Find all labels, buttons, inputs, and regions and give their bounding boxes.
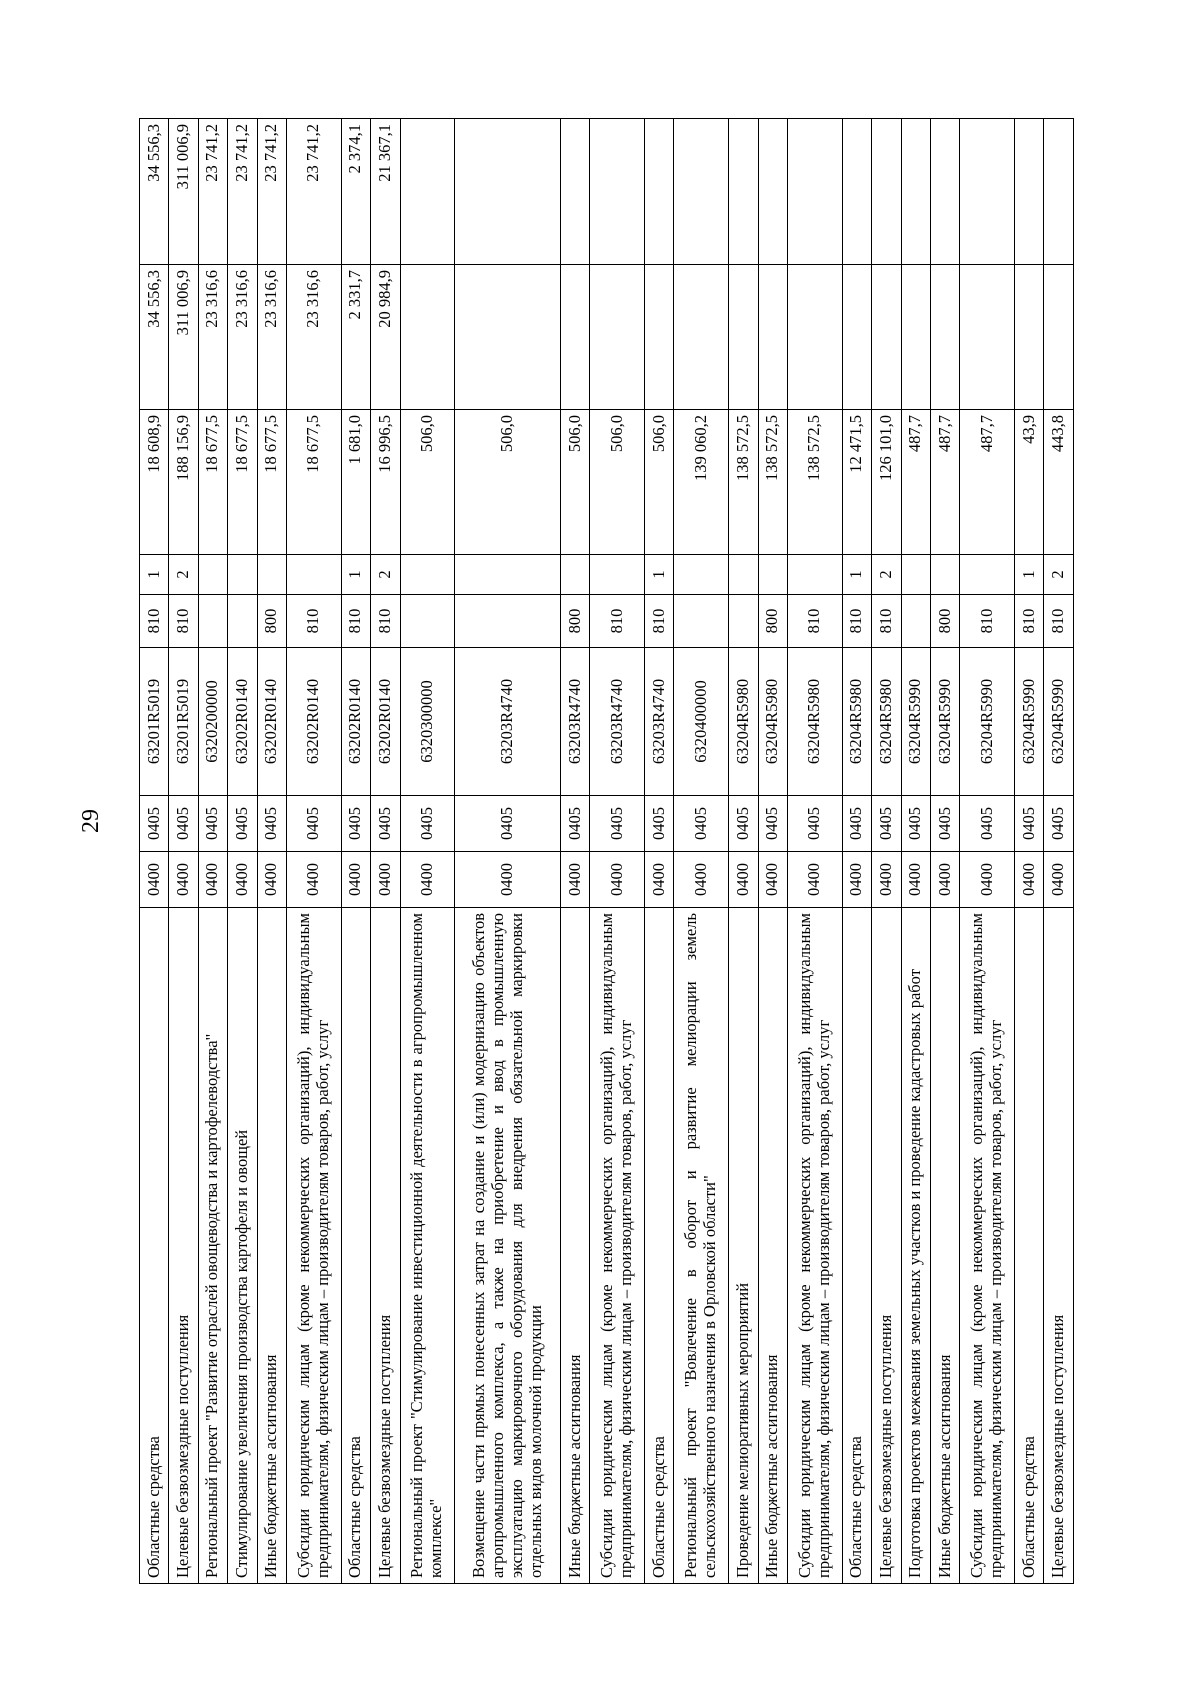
expense-type-cell: 810 <box>286 595 341 648</box>
expense-type-cell: 810 <box>872 595 901 648</box>
target-article-cell: 6320300000 <box>400 648 455 796</box>
amount-year1-cell: 506,0 <box>645 410 674 555</box>
subsection-code-cell: 0405 <box>455 796 561 852</box>
funding-source-cell <box>758 555 787 595</box>
target-article-cell: 63204R5990 <box>901 648 930 796</box>
amount-year2-cell <box>930 265 959 410</box>
amount-year1-cell: 18 677,5 <box>286 410 341 555</box>
amount-year1-cell: 18 608,9 <box>140 410 169 555</box>
amount-year2-cell: 23 316,6 <box>286 265 341 410</box>
item-name-cell: Региональный проект "Стимулирование инвестиционной деятельности в агропромышленном комплексе" <box>400 908 455 1584</box>
target-article-cell: 63204R5990 <box>1044 648 1074 796</box>
funding-source-cell <box>560 555 589 595</box>
amount-year2-cell <box>872 265 901 410</box>
section-code-cell: 0400 <box>560 852 589 908</box>
budget-table-body <box>140 119 1074 1584</box>
amount-year2-cell <box>1044 265 1074 410</box>
amount-year1-cell: 487,7 <box>930 410 959 555</box>
amount-year3-cell: 311 006,9 <box>169 119 198 265</box>
section-code-cell: 0400 <box>286 852 341 908</box>
target-article-cell: 63201R5019 <box>169 648 198 796</box>
funding-source-cell <box>787 555 842 595</box>
amount-year3-cell <box>901 119 930 265</box>
section-code-cell: 0400 <box>960 852 1015 908</box>
amount-year3-cell <box>729 119 758 265</box>
table-row <box>455 119 561 1584</box>
amount-year3-cell <box>872 119 901 265</box>
target-article-cell: 63203R4740 <box>560 648 589 796</box>
amount-year1-cell: 16 996,5 <box>371 410 400 555</box>
expense-type-cell: 810 <box>645 595 674 648</box>
expense-type-cell: 810 <box>140 595 169 648</box>
section-code-cell: 0400 <box>1015 852 1044 908</box>
subsection-code-cell: 0405 <box>1044 796 1074 852</box>
expense-type-cell: 810 <box>787 595 842 648</box>
expense-type-cell <box>729 595 758 648</box>
item-name-cell: Областные средства <box>645 908 674 1584</box>
amount-year3-cell: 23 741,2 <box>198 119 227 265</box>
funding-source-cell: 1 <box>341 555 370 595</box>
subsection-code-cell: 0405 <box>169 796 198 852</box>
section-code-cell: 0400 <box>901 852 930 908</box>
section-code-cell: 0400 <box>257 852 286 908</box>
target-article-cell: 63204R5980 <box>787 648 842 796</box>
funding-source-cell <box>400 555 455 595</box>
table-row <box>787 119 842 1584</box>
item-name-cell: Субсидии юридическим лицам (кроме некоммерческих организаций), индивидуальным предпринимателям, физическим лицам – производителям товаров, работ, услуг <box>960 908 1015 1584</box>
target-article-cell: 6320400000 <box>674 648 729 796</box>
section-code-cell: 0400 <box>341 852 370 908</box>
item-name-cell: Областные средства <box>842 908 871 1584</box>
subsection-code-cell: 0405 <box>645 796 674 852</box>
section-code-cell: 0400 <box>787 852 842 908</box>
funding-source-cell: 2 <box>1044 555 1074 595</box>
subsection-code-cell: 0405 <box>560 796 589 852</box>
amount-year1-cell: 18 677,5 <box>257 410 286 555</box>
subsection-code-cell: 0405 <box>872 796 901 852</box>
funding-source-cell: 2 <box>169 555 198 595</box>
table-row <box>901 119 930 1584</box>
item-name-cell: Иные бюджетные ассигнования <box>257 908 286 1584</box>
funding-source-cell: 2 <box>371 555 400 595</box>
section-code-cell: 0400 <box>590 852 645 908</box>
subsection-code-cell: 0405 <box>787 796 842 852</box>
table-row <box>286 119 341 1584</box>
item-name-cell: Областные средства <box>341 908 370 1584</box>
amount-year3-cell <box>758 119 787 265</box>
funding-source-cell <box>729 555 758 595</box>
section-code-cell: 0400 <box>729 852 758 908</box>
amount-year2-cell <box>674 265 729 410</box>
subsection-code-cell: 0405 <box>674 796 729 852</box>
amount-year2-cell <box>1015 265 1044 410</box>
amount-year1-cell: 487,7 <box>901 410 930 555</box>
expense-type-cell: 810 <box>842 595 871 648</box>
subsection-code-cell: 0405 <box>590 796 645 852</box>
target-article-cell: 63203R4740 <box>590 648 645 796</box>
amount-year3-cell <box>787 119 842 265</box>
amount-year1-cell: 12 471,5 <box>842 410 871 555</box>
table-row <box>758 119 787 1584</box>
subsection-code-cell: 0405 <box>1015 796 1044 852</box>
item-name-cell: Региональный проект "Вовлечение в оборот и развитие мелиорации земель сельскохозяйственного назначения в Орловской области" <box>674 908 729 1584</box>
item-name-cell: Иные бюджетные ассигнования <box>930 908 959 1584</box>
item-name-cell: Целевые безвозмездные поступления <box>872 908 901 1584</box>
expense-type-cell <box>228 595 257 648</box>
table-row <box>1015 119 1044 1584</box>
section-code-cell: 0400 <box>645 852 674 908</box>
expense-type-cell: 800 <box>257 595 286 648</box>
funding-source-cell <box>228 555 257 595</box>
amount-year3-cell <box>590 119 645 265</box>
amount-year2-cell: 2 331,7 <box>341 265 370 410</box>
amount-year3-cell: 2 374,1 <box>341 119 370 265</box>
target-article-cell: 63204R5980 <box>872 648 901 796</box>
funding-source-cell <box>455 555 561 595</box>
funding-source-cell <box>674 555 729 595</box>
amount-year3-cell <box>560 119 589 265</box>
section-code-cell: 0400 <box>758 852 787 908</box>
item-name-cell: Областные средства <box>140 908 169 1584</box>
table-row <box>198 119 227 1584</box>
amount-year2-cell <box>787 265 842 410</box>
funding-source-cell <box>590 555 645 595</box>
amount-year1-cell: 138 572,5 <box>787 410 842 555</box>
amount-year3-cell <box>1044 119 1074 265</box>
funding-source-cell: 1 <box>645 555 674 595</box>
expense-type-cell: 810 <box>169 595 198 648</box>
table-row <box>590 119 645 1584</box>
target-article-cell: 63203R4740 <box>645 648 674 796</box>
table-row <box>842 119 871 1584</box>
amount-year1-cell: 138 572,5 <box>758 410 787 555</box>
subsection-code-cell: 0405 <box>729 796 758 852</box>
subsection-code-cell: 0405 <box>286 796 341 852</box>
table-row <box>930 119 959 1584</box>
table-row <box>960 119 1015 1584</box>
target-article-cell: 6320200000 <box>198 648 227 796</box>
amount-year1-cell: 1 681,0 <box>341 410 370 555</box>
table-row <box>341 119 370 1584</box>
amount-year3-cell <box>400 119 455 265</box>
amount-year2-cell: 23 316,6 <box>228 265 257 410</box>
subsection-code-cell: 0405 <box>758 796 787 852</box>
expense-type-cell: 800 <box>560 595 589 648</box>
amount-year1-cell: 506,0 <box>400 410 455 555</box>
expense-type-cell: 800 <box>758 595 787 648</box>
expense-type-cell <box>400 595 455 648</box>
table-row <box>729 119 758 1584</box>
section-code-cell: 0400 <box>169 852 198 908</box>
subsection-code-cell: 0405 <box>960 796 1015 852</box>
amount-year2-cell: 20 984,9 <box>371 265 400 410</box>
amount-year3-cell: 34 556,3 <box>140 119 169 265</box>
amount-year2-cell: 34 556,3 <box>140 265 169 410</box>
section-code-cell: 0400 <box>140 852 169 908</box>
funding-source-cell: 1 <box>1015 555 1044 595</box>
table-row <box>257 119 286 1584</box>
item-name-cell: Целевые безвозмездные поступления <box>169 908 198 1584</box>
item-name-cell: Субсидии юридическим лицам (кроме некоммерческих организаций), индивидуальным предпринимателям, физическим лицам – производителям товаров, работ, услуг <box>787 908 842 1584</box>
funding-source-cell <box>930 555 959 595</box>
item-name-cell: Субсидии юридическим лицам (кроме некоммерческих организаций), индивидуальным предпринимателям, физическим лицам – производителям товаров, работ, услуг <box>590 908 645 1584</box>
funding-source-cell <box>286 555 341 595</box>
target-article-cell: 63201R5019 <box>140 648 169 796</box>
table-row <box>169 119 198 1584</box>
item-name-cell: Стимулирование увеличения производства картофеля и овощей <box>228 908 257 1584</box>
section-code-cell: 0400 <box>930 852 959 908</box>
item-name-cell: Целевые безвозмездные поступления <box>1044 908 1074 1584</box>
funding-source-cell: 1 <box>842 555 871 595</box>
amount-year2-cell <box>960 265 1015 410</box>
amount-year3-cell: 21 367,1 <box>371 119 400 265</box>
subsection-code-cell: 0405 <box>901 796 930 852</box>
amount-year2-cell <box>400 265 455 410</box>
target-article-cell: 63202R0140 <box>228 648 257 796</box>
amount-year2-cell <box>901 265 930 410</box>
subsection-code-cell: 0405 <box>400 796 455 852</box>
amount-year1-cell: 487,7 <box>960 410 1015 555</box>
subsection-code-cell: 0405 <box>257 796 286 852</box>
amount-year1-cell: 506,0 <box>455 410 561 555</box>
target-article-cell: 63204R5990 <box>1015 648 1044 796</box>
target-article-cell: 63204R5980 <box>729 648 758 796</box>
table-row <box>1044 119 1074 1584</box>
expense-type-cell: 810 <box>1015 595 1044 648</box>
funding-source-cell <box>960 555 1015 595</box>
target-article-cell: 63202R0140 <box>257 648 286 796</box>
section-code-cell: 0400 <box>1044 852 1074 908</box>
table-row <box>674 119 729 1584</box>
amount-year2-cell <box>560 265 589 410</box>
amount-year1-cell: 18 677,5 <box>198 410 227 555</box>
expense-type-cell: 800 <box>930 595 959 648</box>
rotated-page-content <box>139 119 1074 1584</box>
amount-year1-cell: 139 060,2 <box>674 410 729 555</box>
amount-year3-cell <box>645 119 674 265</box>
amount-year1-cell: 506,0 <box>560 410 589 555</box>
table-row <box>228 119 257 1584</box>
amount-year3-cell: 23 741,2 <box>257 119 286 265</box>
subsection-code-cell: 0405 <box>341 796 370 852</box>
amount-year1-cell: 506,0 <box>590 410 645 555</box>
amount-year2-cell: 23 316,6 <box>198 265 227 410</box>
item-name-cell: Иные бюджетные ассигнования <box>560 908 589 1584</box>
amount-year1-cell: 43,9 <box>1015 410 1044 555</box>
item-name-cell: Целевые безвозмездные поступления <box>371 908 400 1584</box>
funding-source-cell: 1 <box>140 555 169 595</box>
page-number: 29 <box>78 809 104 833</box>
amount-year3-cell <box>930 119 959 265</box>
expense-type-cell <box>455 595 561 648</box>
table-row <box>872 119 901 1584</box>
funding-source-cell <box>257 555 286 595</box>
expense-type-cell: 810 <box>1044 595 1074 648</box>
target-article-cell: 63204R5980 <box>758 648 787 796</box>
expense-type-cell: 810 <box>960 595 1015 648</box>
amount-year2-cell: 311 006,9 <box>169 265 198 410</box>
section-code-cell: 0400 <box>198 852 227 908</box>
expense-type-cell: 810 <box>371 595 400 648</box>
subsection-code-cell: 0405 <box>228 796 257 852</box>
section-code-cell: 0400 <box>842 852 871 908</box>
amount-year3-cell: 23 741,2 <box>286 119 341 265</box>
item-name-cell: Областные средства <box>1015 908 1044 1584</box>
table-row <box>400 119 455 1584</box>
target-article-cell: 63204R5990 <box>930 648 959 796</box>
section-code-cell: 0400 <box>872 852 901 908</box>
amount-year3-cell: 23 741,2 <box>228 119 257 265</box>
expense-type-cell: 810 <box>590 595 645 648</box>
amount-year2-cell <box>645 265 674 410</box>
target-article-cell: 63202R0140 <box>341 648 370 796</box>
table-row <box>140 119 169 1584</box>
subsection-code-cell: 0405 <box>930 796 959 852</box>
target-article-cell: 63204R5990 <box>960 648 1015 796</box>
section-code-cell: 0400 <box>228 852 257 908</box>
amount-year2-cell <box>729 265 758 410</box>
amount-year1-cell: 188 156,9 <box>169 410 198 555</box>
expense-type-cell <box>674 595 729 648</box>
subsection-code-cell: 0405 <box>842 796 871 852</box>
amount-year2-cell <box>842 265 871 410</box>
amount-year3-cell <box>960 119 1015 265</box>
subsection-code-cell: 0405 <box>140 796 169 852</box>
subsection-code-cell: 0405 <box>371 796 400 852</box>
amount-year2-cell <box>758 265 787 410</box>
target-article-cell: 63202R0140 <box>286 648 341 796</box>
item-name-cell: Подготовка проектов межевания земельных участков и проведение кадастровых работ <box>901 908 930 1584</box>
target-article-cell: 63204R5980 <box>842 648 871 796</box>
item-name-cell: Возмещение части прямых понесенных затрат на создание и (или) модернизацию объектов агропромышленного комплекса, а также на приобретение и ввод в промышленную эксплуатацию маркировочного оборудования для внедрения обязательной маркировки отдельных видов молочной продукции <box>455 908 561 1584</box>
amount-year3-cell <box>842 119 871 265</box>
item-name-cell: Региональный проект "Развитие отраслей овощеводства и картофелеводства" <box>198 908 227 1584</box>
table-row <box>645 119 674 1584</box>
amount-year2-cell <box>590 265 645 410</box>
section-code-cell: 0400 <box>455 852 561 908</box>
item-name-cell: Проведение мелиоративных мероприятий <box>729 908 758 1584</box>
section-code-cell: 0400 <box>371 852 400 908</box>
amount-year2-cell <box>455 265 561 410</box>
expense-type-cell <box>901 595 930 648</box>
item-name-cell: Субсидии юридическим лицам (кроме некоммерческих организаций), индивидуальным предпринимателям, физическим лицам – производителям товаров, работ, услуг <box>286 908 341 1584</box>
budget-table <box>139 118 1074 1584</box>
expense-type-cell: 810 <box>341 595 370 648</box>
funding-source-cell <box>901 555 930 595</box>
funding-source-cell: 2 <box>872 555 901 595</box>
table-row <box>371 119 400 1584</box>
target-article-cell: 63202R0140 <box>371 648 400 796</box>
amount-year3-cell <box>674 119 729 265</box>
subsection-code-cell: 0405 <box>198 796 227 852</box>
target-article-cell: 63203R4740 <box>455 648 561 796</box>
amount-year2-cell: 23 316,6 <box>257 265 286 410</box>
expense-type-cell <box>198 595 227 648</box>
amount-year1-cell: 443,8 <box>1044 410 1074 555</box>
amount-year1-cell: 18 677,5 <box>228 410 257 555</box>
section-code-cell: 0400 <box>674 852 729 908</box>
table-row <box>560 119 589 1584</box>
funding-source-cell <box>198 555 227 595</box>
amount-year3-cell <box>455 119 561 265</box>
section-code-cell: 0400 <box>400 852 455 908</box>
amount-year1-cell: 138 572,5 <box>729 410 758 555</box>
item-name-cell: Иные бюджетные ассигнования <box>758 908 787 1584</box>
amount-year1-cell: 126 101,0 <box>872 410 901 555</box>
amount-year3-cell <box>1015 119 1044 265</box>
